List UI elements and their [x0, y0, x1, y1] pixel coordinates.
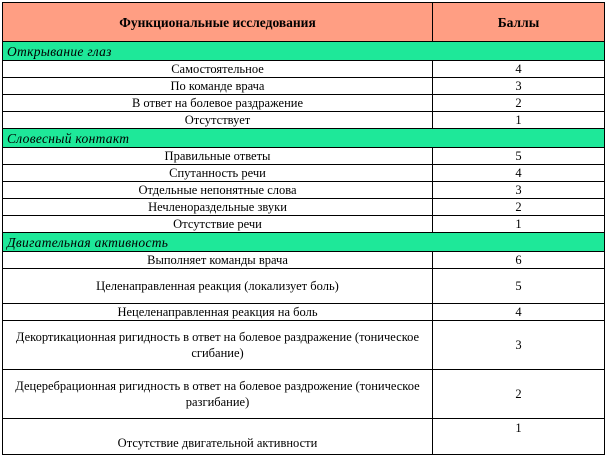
table-row	[3, 252, 605, 269]
criterion-cell: Отсутствие речи	[3, 216, 433, 233]
criterion-cell: Отсутствие двигательной активности	[3, 419, 433, 455]
criterion-cell: Децеребрационная ригидность в ответ на болевое раздрожение (тоническое разгибание)	[3, 370, 433, 419]
criterion-cell: Нецеленаправленная реакция на боль	[3, 304, 433, 321]
section-verbal-contact	[3, 129, 605, 148]
score-cell: 3	[433, 321, 605, 370]
table-row	[3, 269, 605, 304]
table-row	[3, 370, 605, 419]
section-motor-activity	[3, 233, 605, 252]
section-title: Словесный контакт	[3, 129, 605, 148]
table-header-row	[3, 3, 605, 42]
criterion-cell: Самостоятельное	[3, 61, 433, 78]
section-title: Двигательная активность	[3, 233, 605, 252]
criterion-cell: По команде врача	[3, 78, 433, 95]
score-cell: 1	[433, 112, 605, 129]
score-cell: 6	[433, 252, 605, 269]
criterion-cell: Отдельные непонятные слова	[3, 182, 433, 199]
table-row	[3, 148, 605, 165]
score-cell: 5	[433, 148, 605, 165]
table-row	[3, 112, 605, 129]
glasgow-coma-table	[2, 2, 605, 455]
criterion-cell: Декортикационная ригидность в ответ на болевое раздражение (тоническое сгибание)	[3, 321, 433, 370]
header-scores: Баллы	[433, 3, 605, 42]
score-cell: 3	[433, 182, 605, 199]
score-cell: 3	[433, 78, 605, 95]
criterion-cell: Правильные ответы	[3, 148, 433, 165]
section-eye-opening	[3, 42, 605, 61]
table-row	[3, 216, 605, 233]
criterion-cell: Нечленораздельные звуки	[3, 199, 433, 216]
header-tests: Функциональные исследования	[3, 3, 433, 42]
score-cell: 4	[433, 61, 605, 78]
table-row	[3, 61, 605, 78]
table-row	[3, 182, 605, 199]
criterion-cell: Целенаправленная реакция (локализует боль)	[3, 269, 433, 304]
table-row	[3, 78, 605, 95]
table-row	[3, 321, 605, 370]
score-cell: 1	[433, 216, 605, 233]
score-cell: 2	[433, 199, 605, 216]
score-cell: 4	[433, 304, 605, 321]
table-row	[3, 199, 605, 216]
score-cell: 2	[433, 370, 605, 419]
table-row	[3, 95, 605, 112]
criterion-cell: В ответ на болевое раздражение	[3, 95, 433, 112]
score-cell: 1	[433, 419, 605, 455]
table-row	[3, 165, 605, 182]
table-row	[3, 419, 605, 455]
criterion-cell: Выполняет команды врача	[3, 252, 433, 269]
score-cell: 2	[433, 95, 605, 112]
criterion-cell: Отсутствует	[3, 112, 433, 129]
score-cell: 5	[433, 269, 605, 304]
table-row	[3, 304, 605, 321]
section-title: Открывание глаз	[3, 42, 605, 61]
criterion-cell: Спутанность речи	[3, 165, 433, 182]
score-cell: 4	[433, 165, 605, 182]
